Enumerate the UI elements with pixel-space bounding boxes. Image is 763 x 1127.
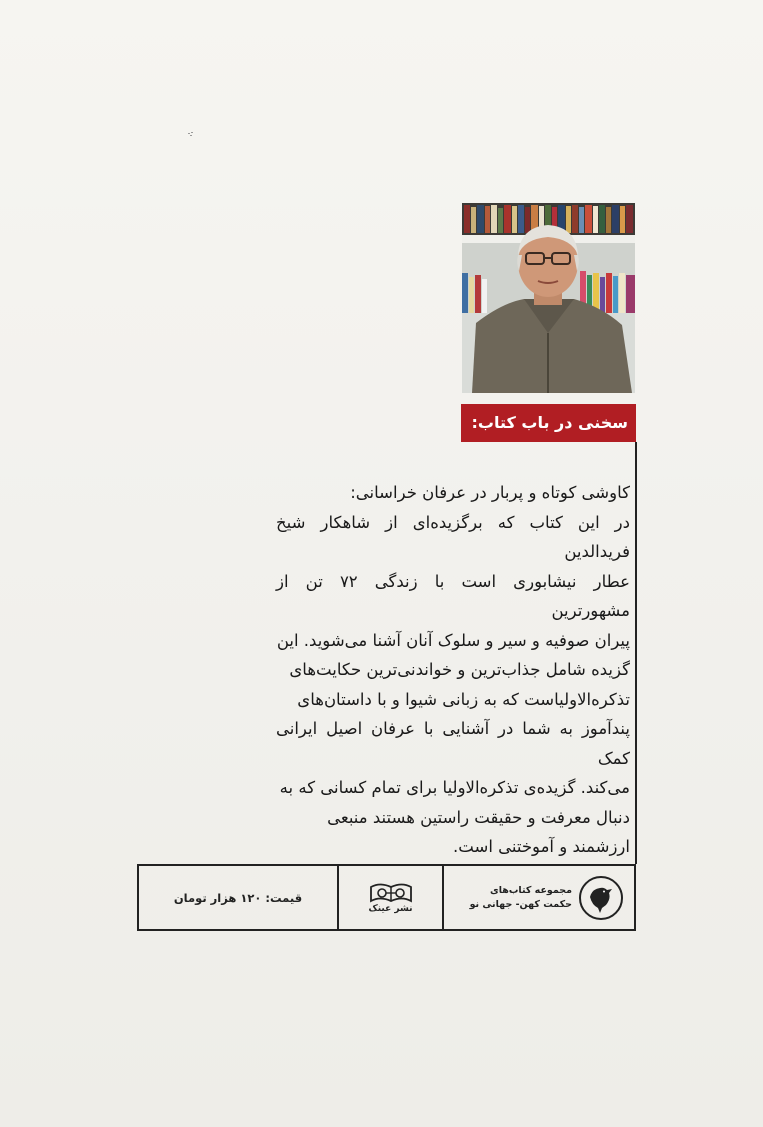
book-description (276, 478, 630, 862)
description-line: ارزشمند و آموختنی است. (453, 837, 630, 856)
description-line: در این کتاب که برگزیده‌ای از شاهکار شیخ فریدالدین (276, 512, 630, 561)
section-heading: سخنی در باب کتاب: (461, 404, 636, 442)
description-line: دنبال معرفت و حقیقت راستین هستند منبعی (327, 807, 630, 827)
publisher-cell (339, 866, 444, 929)
description-line: عطار نیشابوری است با زندگی ۷۲ تن از مشهورترین (276, 571, 630, 620)
description-line: تذکره‌الاولیاست که به زبانی شیوا و با داستان‌های (297, 689, 630, 709)
description-line: کاوشی کوتاه و پربار در عرفان خراسانی: (350, 483, 630, 502)
crow-icon (578, 875, 624, 921)
description-line: پیران صوفیه و سیر و سلوک آنان آشنا می‌شوید. این (276, 630, 630, 650)
publisher-name: نشر عینک (368, 904, 413, 914)
vertical-rule (635, 442, 637, 864)
series-title (470, 884, 572, 912)
description-line: پندآموز به شما در آشنایی با عرفان اصیل ایرانی کمک (276, 719, 630, 768)
footer-box (137, 864, 636, 931)
description-line: می‌کند. گزیده‌ی تذکره‌الاولیا برای تمام کسانی که به (279, 778, 630, 797)
price-cell (139, 866, 339, 929)
author-photo (462, 203, 635, 393)
description-line: گزیده شامل جذاب‌ترین و خواندنی‌ترین حکایت‌های (289, 660, 630, 679)
series-line: حکمت کهن- جهانی نو (469, 898, 572, 910)
price-label: قیمت: ۱۲۰ هزار تومان (173, 890, 303, 905)
print-speck (188, 132, 194, 136)
glasses-book-icon (368, 881, 414, 903)
series-line: مجموعه کتاب‌های (490, 884, 572, 896)
series-cell (444, 866, 634, 929)
